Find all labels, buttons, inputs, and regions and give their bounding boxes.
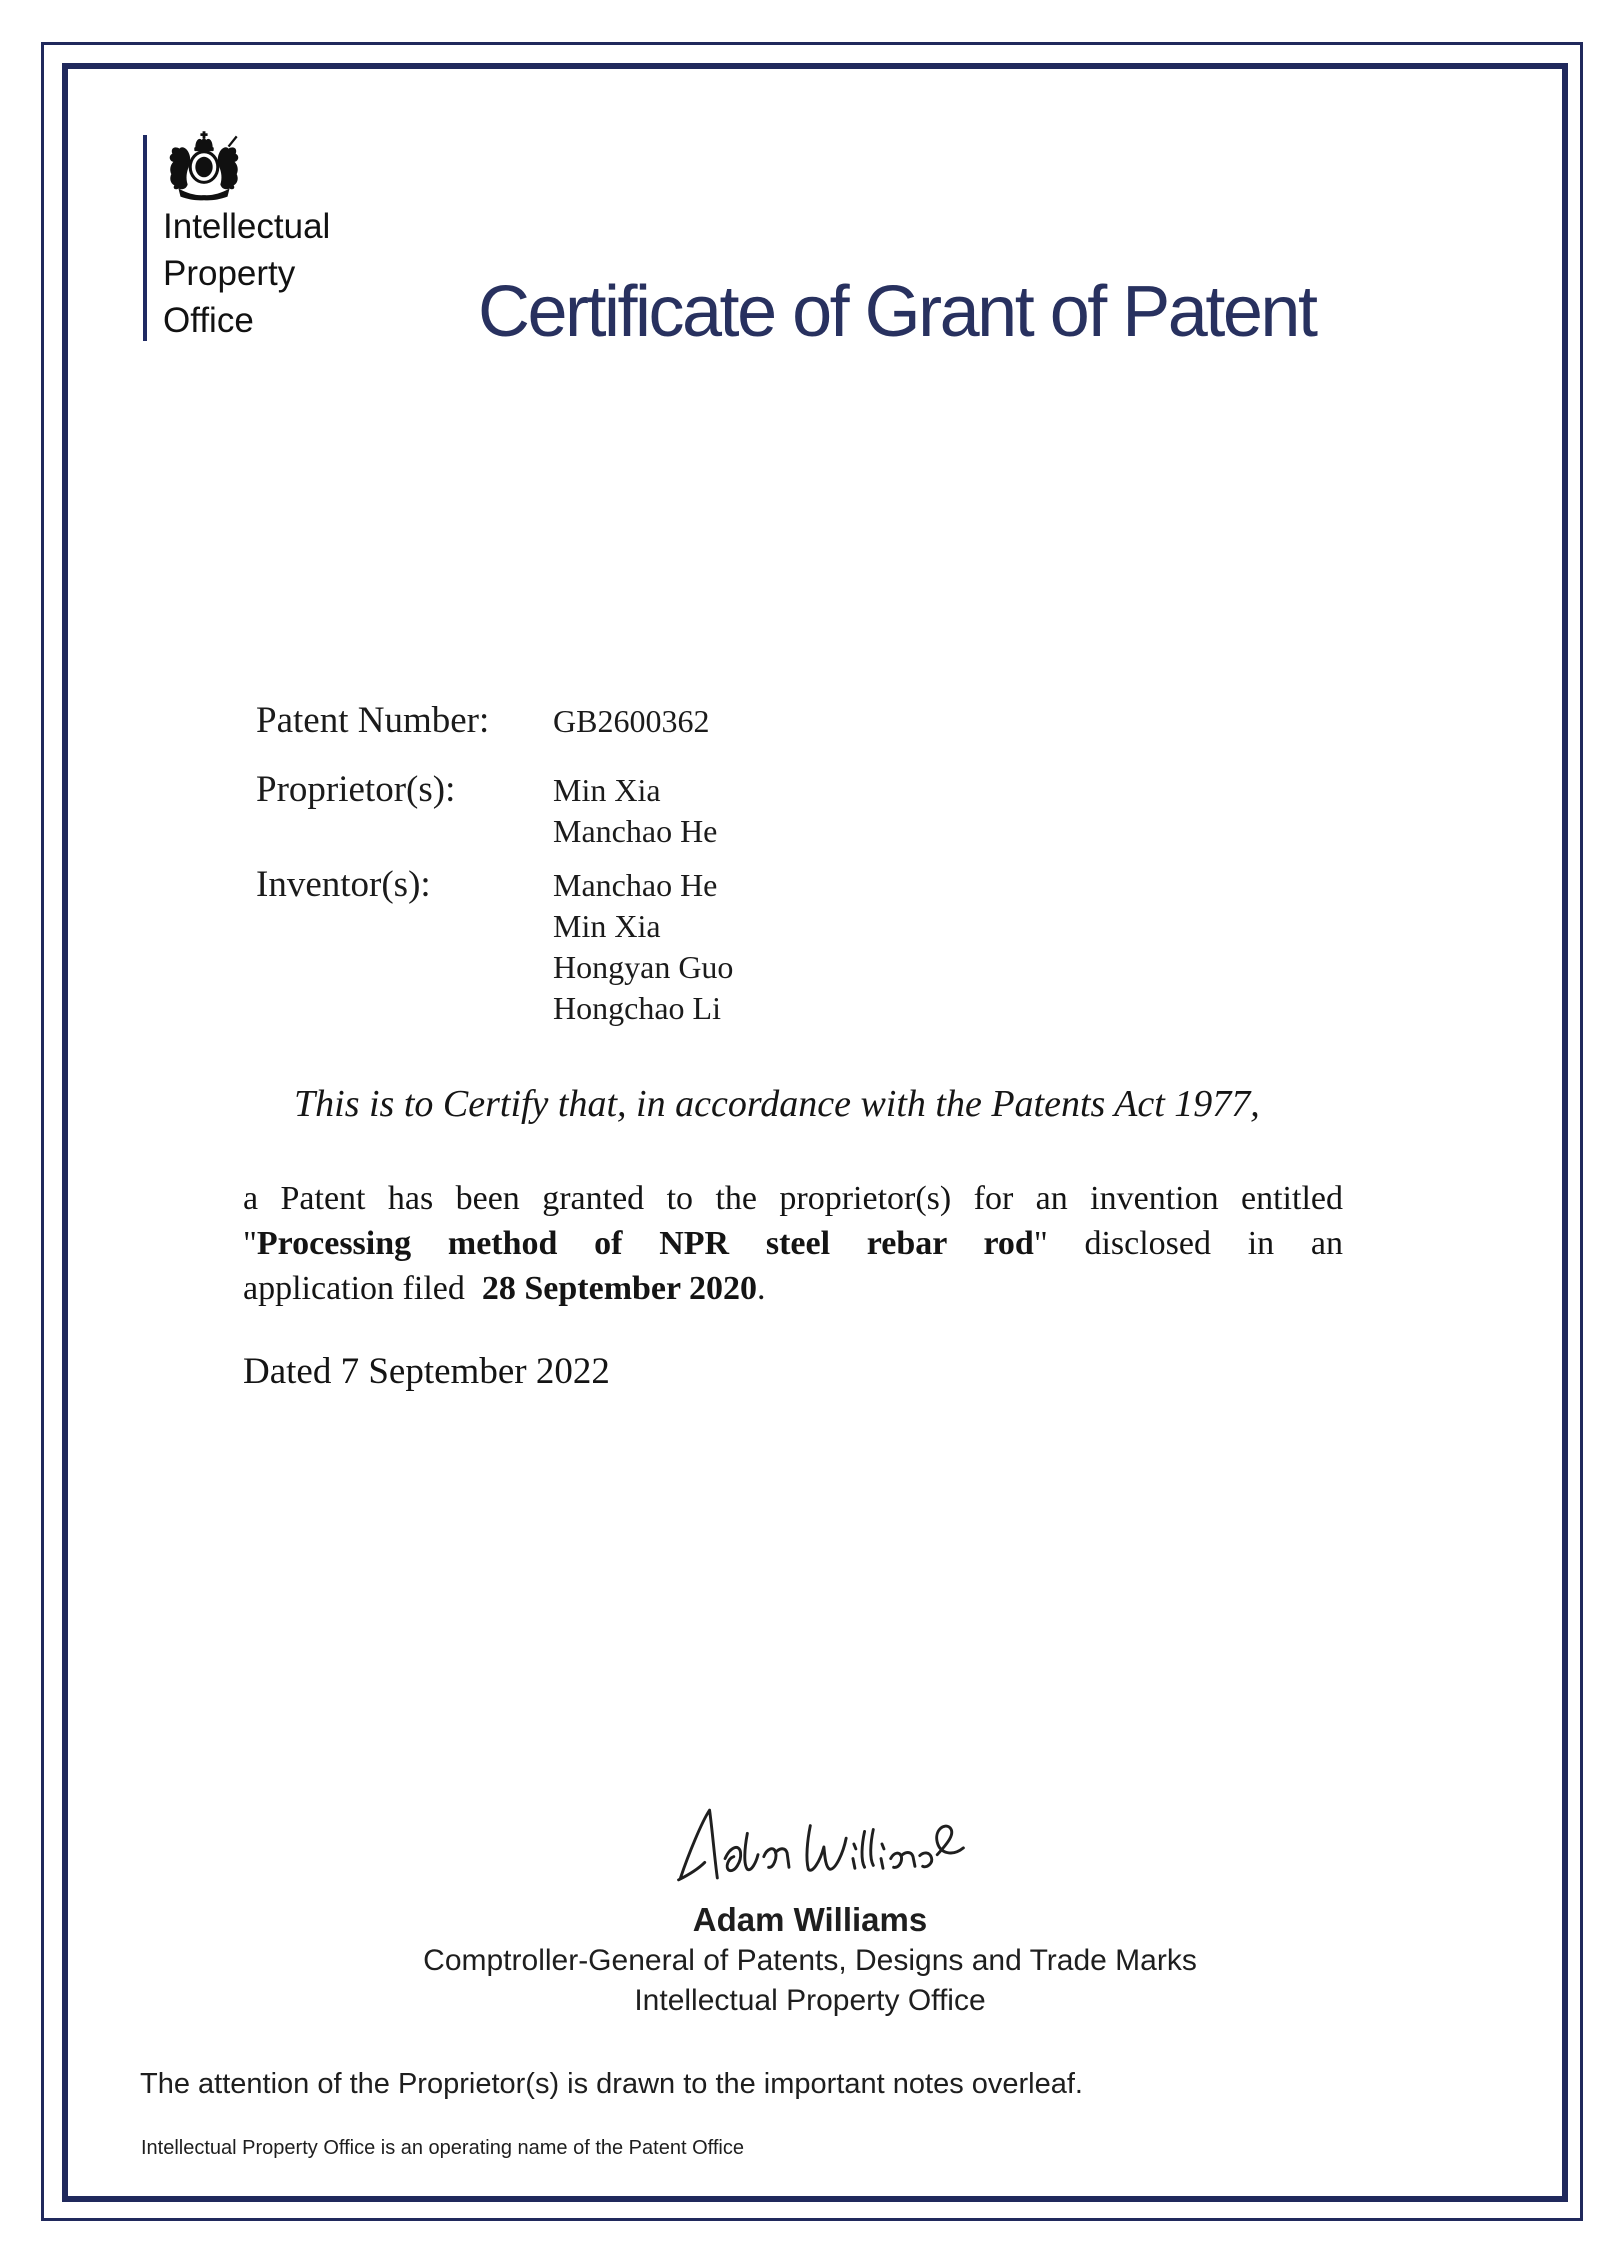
proprietor-name: Manchao He [553,813,718,849]
proprietors-values [553,770,717,852]
signature-icon [665,1800,975,1890]
grant-line-1: a Patent has been granted to the proprietor(s) for an invention entitled [243,1180,1343,1217]
grant-line-2: "Processing method of NPR steel rebar rod" disclosed in an [243,1225,1343,1262]
signatory-office: Intellectual Property Office [634,1984,986,2017]
org-name-line: Office [163,301,254,340]
proprietors-label: Proprietor(s): [256,769,456,810]
patent-number-value: GB2600362 [553,703,710,739]
royal-crest-icon [157,131,251,201]
signatory-role: Comptroller-General of Patents, Designs and Trade Marks [423,1944,1197,1977]
patent-number-label: Patent Number: [256,700,490,741]
org-name-line: Intellectual [163,207,331,246]
inventor-name: Hongchao Li [553,990,721,1026]
inventor-name: Min Xia [553,908,661,944]
logo-vertical-rule [143,135,147,341]
dated-line: Dated 7 September 2022 [243,1351,610,1392]
invention-title: Processing method of NPR steel rebar rod [256,1225,1034,1262]
detail-row-inventors [256,864,1156,1029]
org-name [163,203,330,344]
patent-details [256,700,1156,1029]
proprietor-name: Min Xia [553,772,661,808]
grant-paragraph [243,1176,1343,1311]
inventors-label: Inventor(s): [256,864,431,905]
signatory-name: Adam Williams [692,1901,928,1938]
operating-name-note: Intellectual Property Office is an operating name of the Patent Office [141,2137,744,2159]
certify-statement: This is to Certify that, in accordance with the Patents Act 1977, [294,1083,1260,1125]
inventor-name: Manchao He [553,867,718,903]
detail-row-patent-number [256,700,1156,742]
grant-line-3: application filed 28 September 2020. [243,1270,766,1307]
inventors-values [553,865,733,1029]
org-name-line: Property [163,254,296,293]
attention-note: The attention of the Proprietor(s) is drawn to the important notes overleaf. [140,2068,1083,2100]
detail-row-proprietors [256,769,1156,852]
certificate-title: Certificate of Grant of Patent [478,272,1316,352]
inventor-name: Hongyan Guo [553,949,734,985]
filing-date: 28 September 2020 [481,1270,757,1307]
